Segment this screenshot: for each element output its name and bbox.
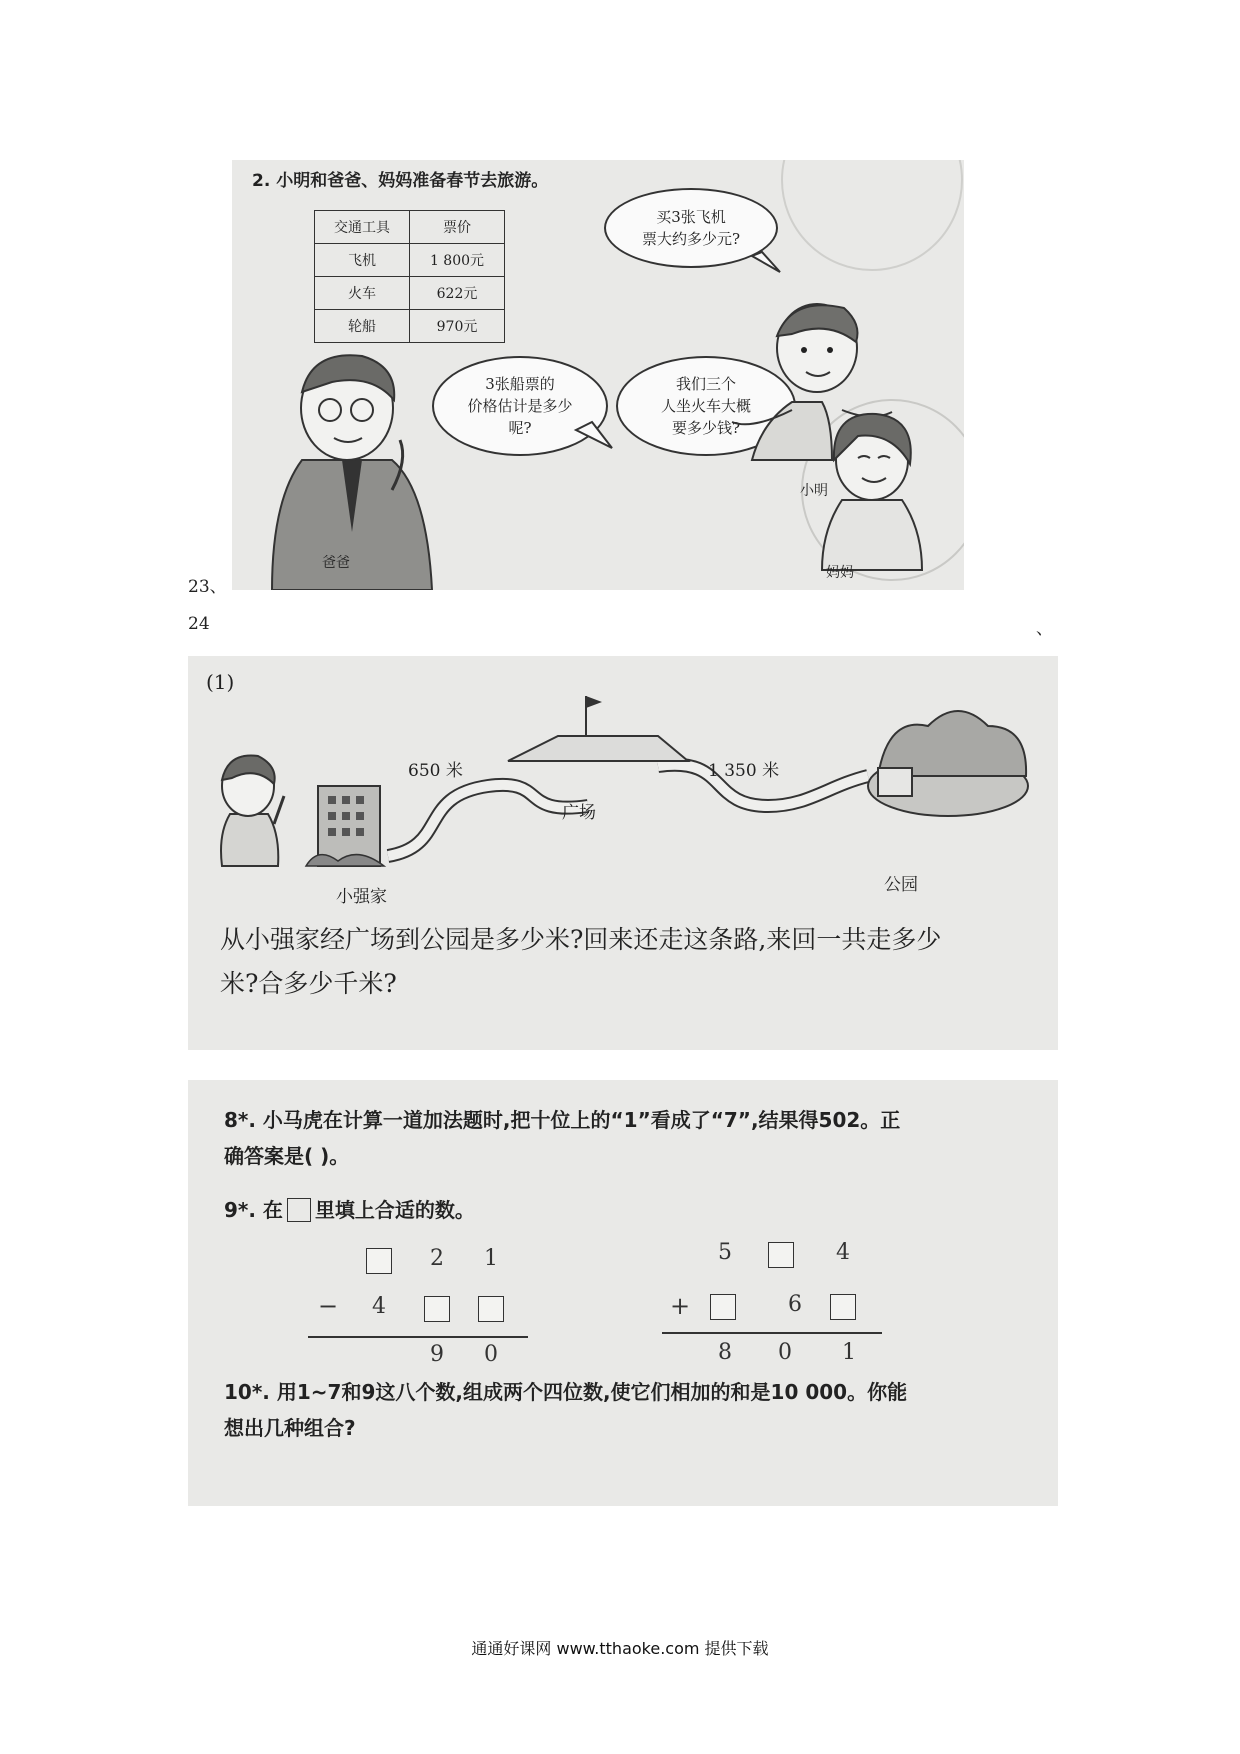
question-24-mark: 、: [1036, 619, 1053, 639]
answer-box[interactable]: [768, 1242, 794, 1268]
minus-sign: −: [318, 1292, 339, 1320]
travel-fares-panel: [232, 160, 964, 590]
digit: 1: [842, 1340, 856, 1365]
square-plaza: [508, 696, 688, 761]
question-9: [224, 1192, 475, 1228]
distance-label-2: 1 350 米: [708, 761, 780, 781]
table-cell: 飞机: [315, 244, 410, 277]
route-panel: [188, 656, 1058, 1050]
answer-box[interactable]: [478, 1296, 504, 1322]
xiaoqiang-boy-figure: [221, 756, 284, 867]
table-cell: 1 800元: [410, 244, 505, 277]
question-10-line2: 想出几种组合?: [224, 1416, 356, 1440]
digit: 5: [718, 1240, 732, 1265]
blank-box-icon: [287, 1198, 311, 1222]
digit: 6: [788, 1292, 802, 1317]
answer-box[interactable]: [830, 1294, 856, 1320]
bubble-text-mama: 我们三个 人坐火车大概 要多少钱?: [660, 375, 751, 437]
table-header-cell: 票价: [410, 211, 505, 244]
route-question-line1: 从小强家经广场到公园是多少米?回来还走这条路,来回一共走多少: [220, 925, 942, 954]
table-cell: 970元: [410, 310, 505, 343]
name-label-baba: 爸爸: [322, 555, 350, 571]
mother-figure: [822, 414, 922, 570]
divider-line: [662, 1332, 882, 1334]
digit: 8: [718, 1340, 732, 1365]
digit: 0: [778, 1340, 792, 1365]
question-8-line1: 8*. 小马虎在计算一道加法题时,把十位上的“1”看成了“7”,结果得502。正: [224, 1108, 901, 1132]
panel1-title: 2. 小明和爸爸、妈妈准备春节去旅游。: [252, 171, 549, 191]
footer-credit: 通通好课网 www.tthaoke.com 提供下载: [471, 1639, 769, 1658]
digit: 4: [372, 1294, 386, 1319]
plus-sign: +: [670, 1292, 691, 1320]
distance-label-1: 650 米: [408, 761, 463, 781]
route-question-line2: 米?合多少千米?: [220, 969, 397, 998]
answer-box[interactable]: [366, 1248, 392, 1274]
question-number-23: 23、: [188, 577, 227, 597]
route-question: [220, 918, 941, 1006]
question-9-suffix: 里填上合适的数。: [314, 1198, 475, 1222]
question-number-24: 24: [188, 614, 210, 634]
father-figure: [272, 355, 432, 590]
family-illustration: [232, 160, 964, 590]
name-label-mama: 妈妈: [826, 565, 854, 581]
puzzle-panel: [188, 1080, 1058, 1506]
question-10: [224, 1374, 907, 1446]
place-label-park: 公园: [884, 875, 918, 895]
answer-box[interactable]: [710, 1294, 736, 1320]
name-label-xiaoming: 小明: [800, 483, 828, 499]
question-9-prefix: 9*. 在: [224, 1198, 283, 1222]
table-header-cell: 交通工具: [315, 211, 410, 244]
place-label-home: 小强家: [336, 887, 387, 907]
sub-question-label: (1): [206, 670, 235, 694]
question-10-line1: 10*. 用1~7和9这八个数,组成两个四位数,使它们相加的和是10 000。你能: [224, 1380, 908, 1404]
home-building: [306, 786, 384, 866]
digit: 0: [484, 1342, 498, 1367]
digit: 4: [836, 1240, 850, 1265]
digit: 1: [484, 1246, 498, 1271]
table-cell: 火车: [315, 277, 410, 310]
park-area: [868, 711, 1028, 816]
place-label-square: 广场: [562, 803, 596, 823]
digit: 2: [430, 1246, 444, 1271]
table-cell: 622元: [410, 277, 505, 310]
digit: 9: [430, 1342, 444, 1367]
question-8: [224, 1102, 900, 1174]
divider-line: [308, 1336, 528, 1338]
route-illustration: [188, 656, 1058, 896]
table-cell: 轮船: [315, 310, 410, 343]
bubble-text-baba: 3张船票的 价格估计是多少 呢?: [467, 375, 573, 437]
bubble-text-xiaoming: 买3张飞机 票大约多少元?: [641, 208, 741, 248]
question-8-line2: 确答案是( )。: [224, 1144, 350, 1168]
answer-box[interactable]: [424, 1296, 450, 1322]
